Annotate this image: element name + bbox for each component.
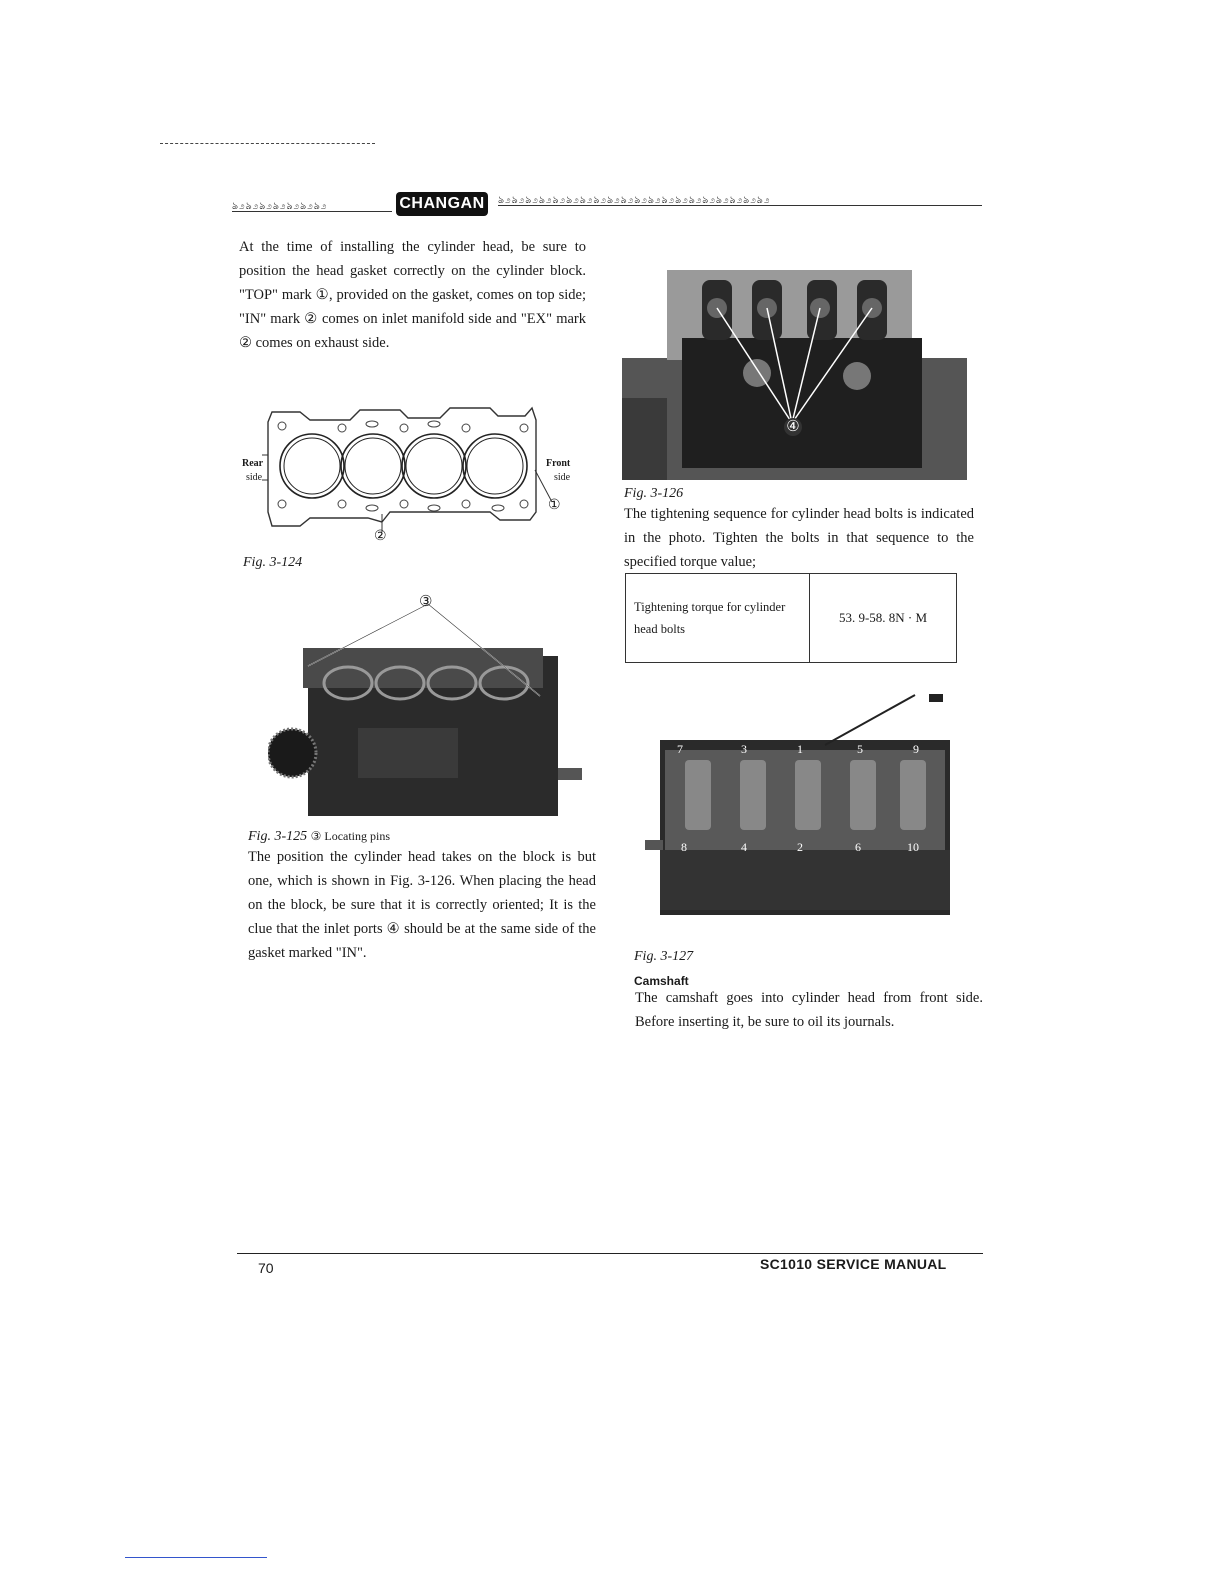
fig-127-caption: Fig. 3-127 — [634, 949, 694, 964]
rear-label: Rear — [242, 458, 264, 469]
head-bolt-sequence-photo — [645, 690, 960, 928]
fig-127-photo — [645, 690, 960, 928]
fig-125-photo — [268, 588, 586, 818]
camshaft-paragraph: The camshaft goes into cylinder head from front side. Before inserting it, be sure to oil its journals. — [635, 990, 983, 1030]
front-side-label: side — [554, 472, 571, 483]
seq-7: 7 — [677, 742, 683, 756]
gasket-install-paragraph: At the time of installing the cylinder head, be sure to position the head gasket correctly on the cylinder block. "TOP" mark ①, provided on the gasket, comes on top side; "IN" mark ② comes on inlet manifold side and "EX" mark ② comes on exhaust side. — [239, 239, 586, 351]
seq-6: 6 — [855, 840, 861, 854]
torque-spec-table — [625, 573, 957, 663]
seq-2: 2 — [797, 840, 803, 854]
front-label: Front — [546, 458, 571, 469]
seq-4: 4 — [741, 840, 747, 854]
seq-1: 1 — [797, 742, 803, 756]
fig-126-photo — [622, 258, 967, 480]
fig-124-caption: Fig. 3-124 — [243, 555, 303, 570]
seq-8: 8 — [681, 840, 687, 854]
top-dash-line — [160, 143, 375, 144]
cylinder-head-photo — [622, 258, 967, 480]
rear-side-label: side — [246, 472, 263, 483]
fig-125-caption-note: ③ Locating pins — [310, 829, 391, 843]
bottom-rule — [125, 1557, 267, 1558]
callout-1: ① — [548, 498, 561, 513]
seq-10: 10 — [907, 840, 919, 854]
gasket-drawing — [240, 400, 585, 550]
head-orientation-paragraph: The position the cylinder head takes on the block is but one, which is shown in Fig. 3-126. When placing the head on the block, be sure that it is correctly oriented; It is the clue that the inlet ports ④ should be at the same side of the gasket marked "IN". — [248, 849, 596, 961]
seq-9: 9 — [913, 742, 919, 756]
fig-124-gasket-diagram — [240, 400, 585, 550]
header-ornament-left: ঌ೨ঌ೨ঌ೨ঌ೨ঌ೨ঌ೨ঌ೨ — [232, 199, 392, 212]
footer-rule — [237, 1253, 983, 1254]
page-number: 70 — [258, 1260, 274, 1276]
fig-125-caption — [248, 829, 390, 845]
table-row — [626, 574, 957, 663]
manual-title: SC1010 SERVICE MANUAL — [760, 1256, 947, 1272]
header-ornament-right: ঌ೨ঌ೨ঌ೨ঌ೨ঌ೨ঌ೨ঌ೨ঌ೨ঌ೨ঌ೨ঌ೨ঌ೨ঌ೨ঌ೨ঌ೨ঌ೨ঌ೨ঌ೨ঌ೨ঌ೨ — [498, 193, 982, 206]
tightening-sequence-paragraph: The tightening sequence for cylinder head bolts is indicated in the photo. Tighten the bolts in that sequence to the specified torque value; — [624, 506, 974, 570]
fig-126-caption: Fig. 3-126 — [624, 486, 684, 501]
camshaft-heading: Camshaft — [634, 974, 689, 988]
torque-label-cell: Tightening torque for cylinder head bolts — [626, 574, 810, 663]
seq-3: 3 — [741, 742, 747, 756]
callout-3: ③ — [419, 594, 433, 610]
seq-5: 5 — [857, 742, 863, 756]
torque-value-cell: 53. 9-58. 8N · M — [810, 574, 957, 663]
engine-block-photo — [268, 588, 586, 818]
changan-logo: CHANGAN — [396, 192, 488, 216]
fig-125-caption-text: Fig. 3-125 — [248, 829, 308, 844]
callout-4: ④ — [784, 418, 802, 436]
callout-2: ② — [374, 529, 387, 544]
